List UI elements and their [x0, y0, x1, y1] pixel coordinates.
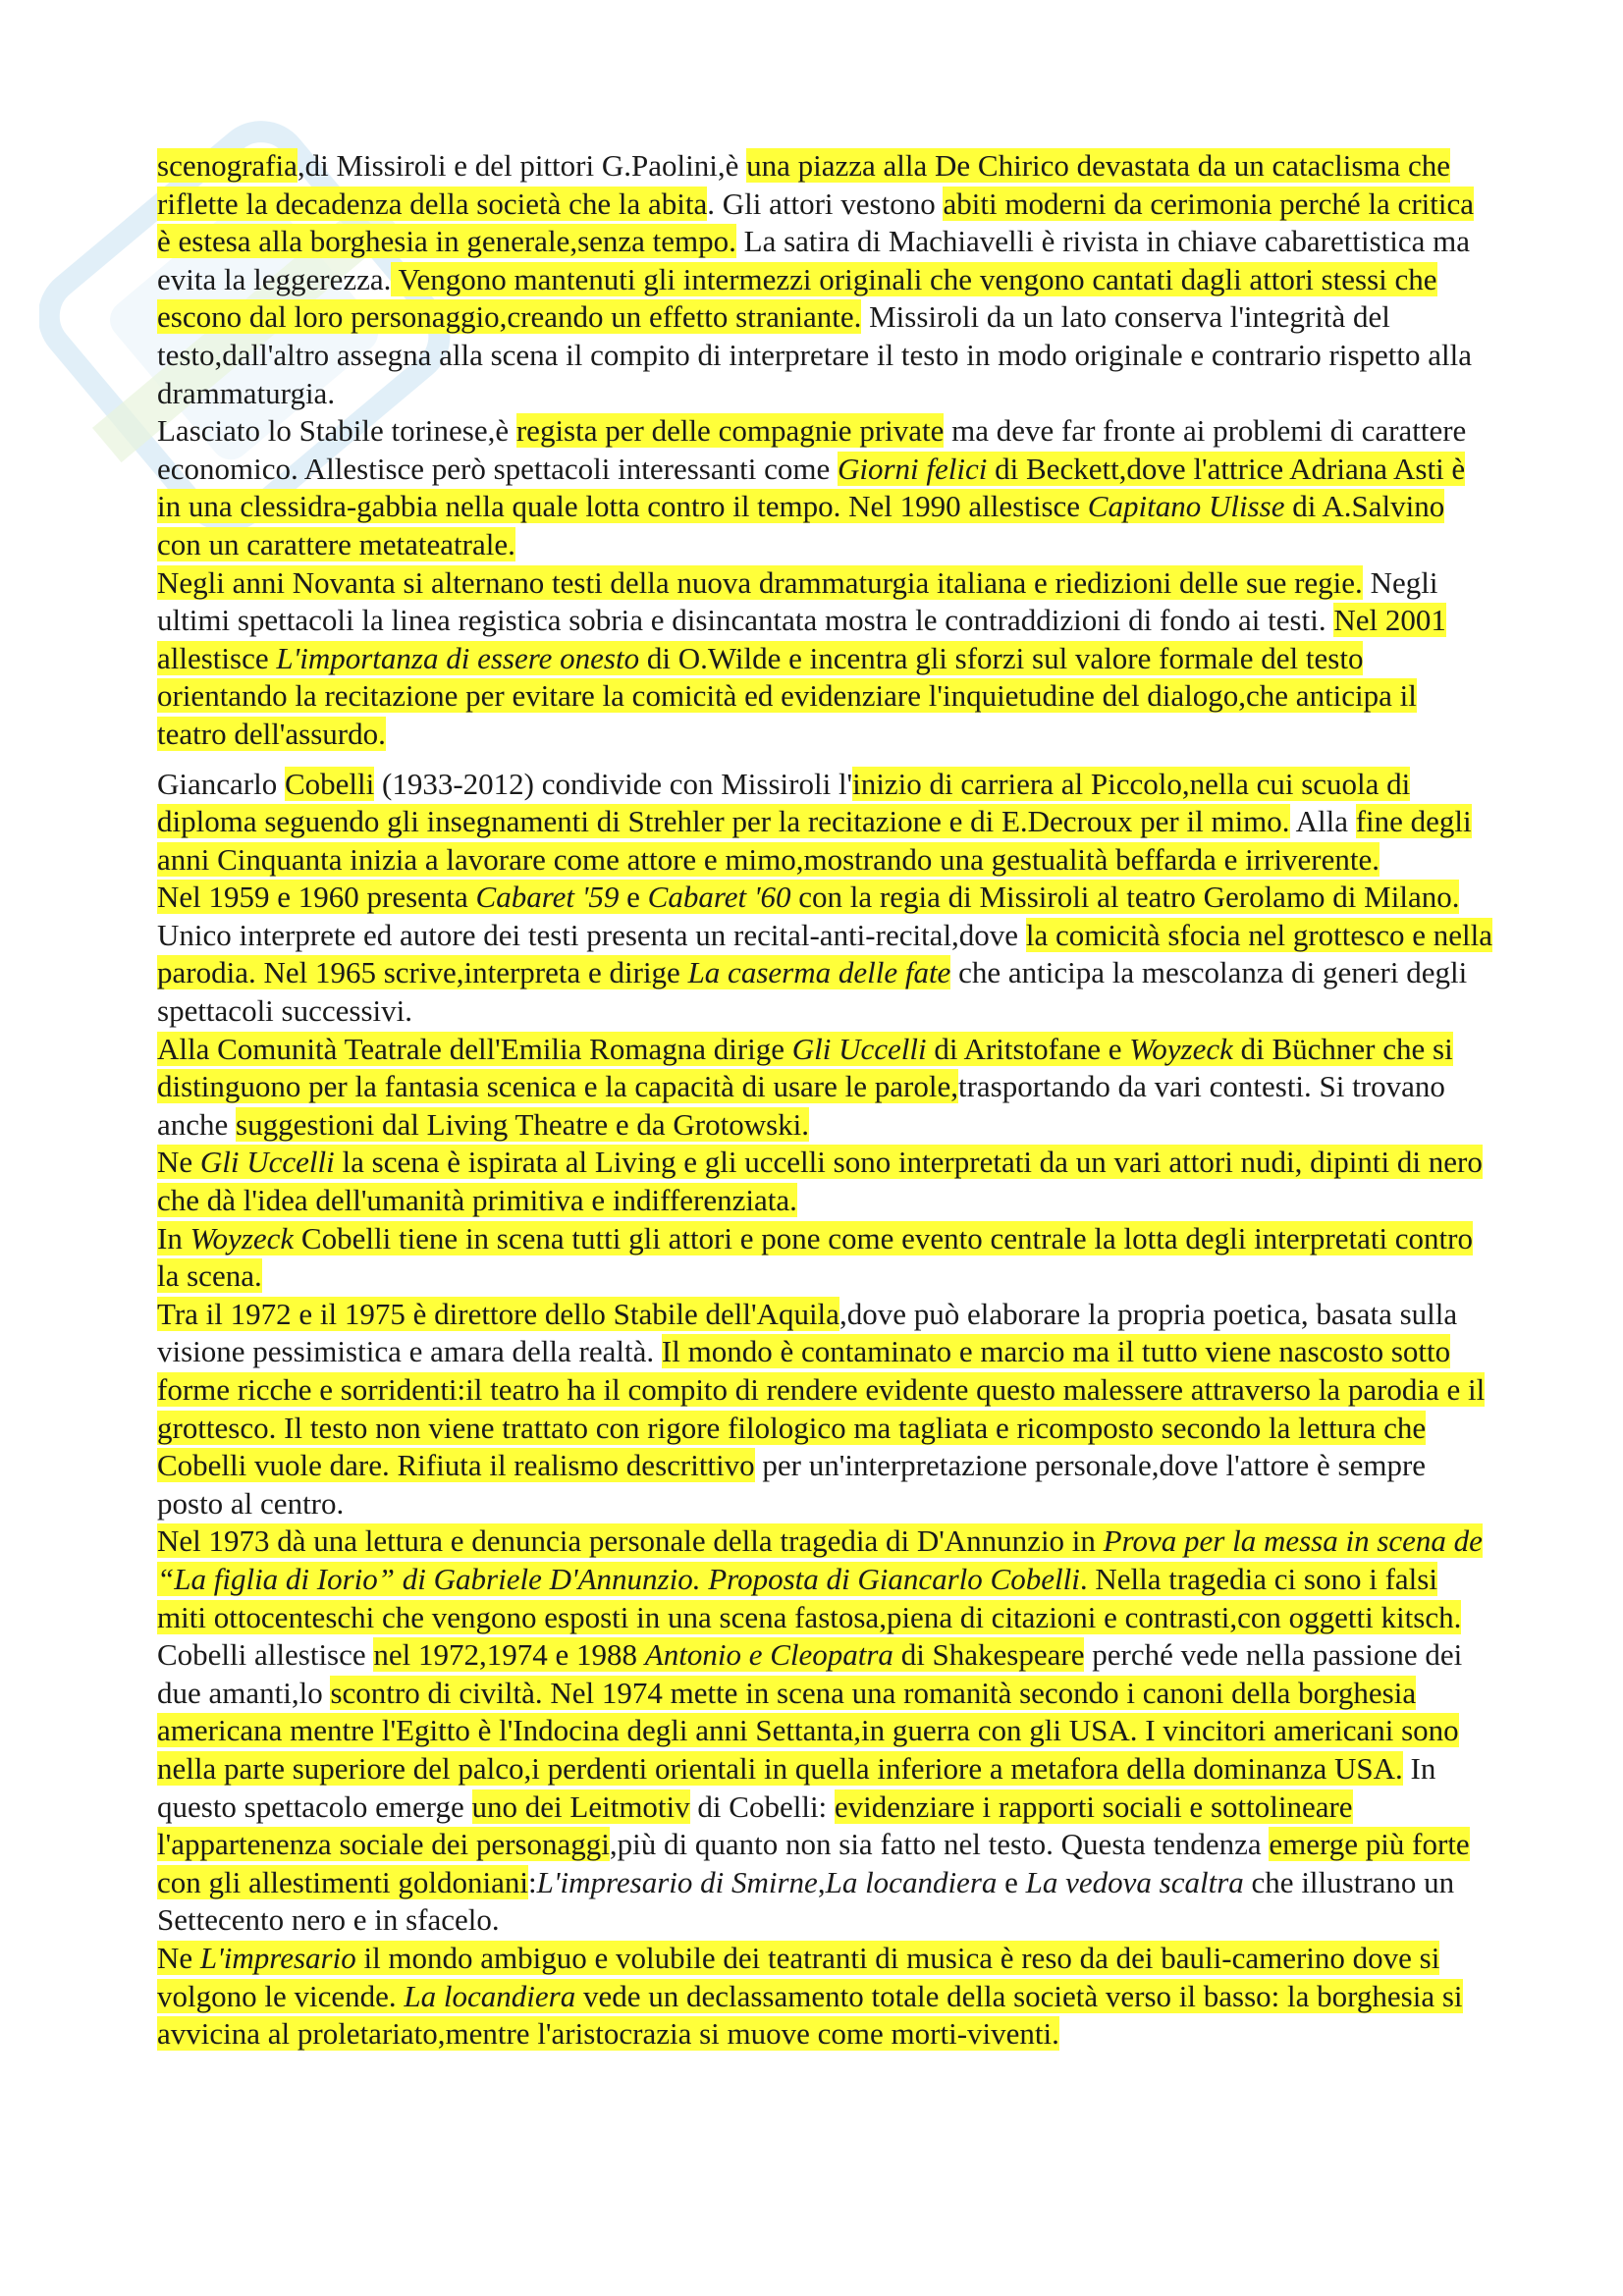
- highlighted-text: il mondo ambiguo e volubile dei teatranti di musica è reso da dei bauli-camerino dove si volgono le vicende.: [157, 1940, 1440, 2013]
- highlighted-text: vede un declassamento totale della società verso il basso: la borghesia si avvicina al proletariato,mentre l'aristocrazia si muove come morti-viventi.: [157, 1978, 1463, 2052]
- highlighted-text: L'impresario: [199, 1940, 356, 1975]
- highlighted-text: suggestioni dal Living Theatre e da Grotowski.: [236, 1106, 810, 1142]
- highlighted-text: uno dei Leitmotiv: [471, 1789, 690, 1824]
- highlighted-text: Prova per la messa in scena de “La figlia di Iorio” di Gabriele D'Annunzio. Proposta di Giancarlo Cobelli: [157, 1523, 1483, 1596]
- text-run: perché vede nella passione dei due amanti,lo: [157, 1637, 1463, 1710]
- document-body: [157, 147, 1492, 2054]
- paragraph: [157, 564, 1492, 754]
- highlighted-text: Tra il 1972 e il 1975 è direttore dello Stabile dell'Aquila: [157, 1296, 839, 1331]
- text-run: :: [527, 1864, 537, 1899]
- highlighted-text: Il mondo è contaminato e marcio ma il tutto viene nascosto sotto forme ricche e sorridenti:il teatro ha il compito di rendere evidente questo malessere attraverso la parodia e il grottesco. Il testo non viene trattato con rigore filologico ma tagliata e ricomposto secondo la lettura che Cobelli vuole dare. Rifiuta il realismo descrittivo: [157, 1334, 1486, 1483]
- text-run: e: [997, 1864, 1026, 1899]
- text-run: di Cobelli:: [689, 1789, 835, 1824]
- highlighted-text: Vengono mantenuti gli intermezzi originali che vengono cantati dagli attori stessi che escono dal loro personaggio,creando un effetto straniante.: [157, 261, 1437, 335]
- text-run: Unico interprete ed autore dei testi presenta un recital-anti-recital,dove: [157, 917, 1026, 952]
- highlighted-text: L'importanza di essere onesto: [276, 640, 640, 675]
- highlighted-text: inizio di carriera al Piccolo,nella cui scuola di diploma seguendo gli insegnamenti di Strehler per la recitazione e di E.Decroux per il mimo.: [157, 766, 1411, 839]
- highlighted-text: Alla Comunità Teatrale dell'Emilia Romagna dirige: [157, 1031, 792, 1066]
- text-run: ,dove può elaborare la propria poetica, basata sulla visione pessimistica e amara della realtà.: [157, 1296, 1458, 1369]
- text-run: che illustrano un Settecento nero e in sfacelo.: [157, 1864, 1455, 1938]
- highlighted-text: Gli Uccelli: [791, 1031, 927, 1066]
- highlighted-text: Negli anni Novanta si alternano testi della nuova drammaturgia italiana e riedizioni delle sue regie.: [157, 564, 1363, 600]
- highlighted-text: Cobelli: [284, 766, 375, 801]
- paragraph: [157, 1522, 1492, 1636]
- text-run: La satira di Machiavelli è rivista in chiave cabarettistica ma evita la leggerezza.: [157, 224, 1471, 296]
- text-run: per un'interpretazione personale,dove l'attore è sempre posto al centro.: [157, 1448, 1427, 1521]
- highlighted-text: Cabaret '60: [647, 880, 791, 915]
- text-run: Alla: [1289, 804, 1356, 839]
- highlighted-text: Nel 1959 e 1960 presenta: [157, 880, 476, 915]
- highlighted-text: Ne: [157, 1940, 200, 1975]
- highlighted-text: Woyzeck: [189, 1220, 295, 1255]
- text-run: . Gli attori vestono: [707, 186, 944, 221]
- paragraph: [157, 1636, 1492, 1940]
- paragraph: [157, 412, 1492, 563]
- highlighted-text: scontro di civiltà. Nel 1974 mette in scena una romanità secondo i canoni della borghesia americana mentre l'Egitto è l'Indocina degli anni Settanta,in guerra con gli USA. I vincitori americani sono nella parte superiore del palco,i perdenti orientali in quella inferiore a metafora della dominanza USA.: [157, 1675, 1459, 1786]
- text-run: ,più di quanto non sia fatto nel testo. Questa tendenza: [609, 1827, 1270, 1862]
- highlighted-text: . Nella tragedia ci sono i falsi miti ottocenteschi che vengono esposti in una scena fastosa,piena di citazioni e contrasti,con oggetti kitsch.: [157, 1561, 1462, 1634]
- paragraph: [157, 1144, 1492, 1219]
- highlighted-text: Cabaret '59: [475, 880, 620, 915]
- highlighted-text: la scena è ispirata al Living e gli uccelli sono interpretati da un vari attori nudi, dipinti di nero che dà l'idea dell'umanità primitiva e indifferenziata.: [157, 1145, 1483, 1218]
- highlighted-text: abiti moderni da cerimonia perché la critica è estesa alla borghesia in generale,senza tempo.: [157, 186, 1475, 259]
- highlighted-text: emerge più forte con gli allestimenti goldoniani: [157, 1827, 1470, 1899]
- text-run: Cobelli allestisce: [157, 1637, 374, 1673]
- paragraph: [157, 766, 1492, 880]
- highlighted-text: scenografia: [157, 148, 298, 183]
- highlighted-text: Cobelli tiene in scena tutti gli attori e pone come evento centrale la lotta degli interpretati contro la scena.: [157, 1220, 1473, 1294]
- highlighted-text: Nel 2001 allestisce: [157, 603, 1446, 675]
- highlighted-text: regista per delle compagnie private: [515, 413, 945, 449]
- highlighted-text: nel 1972,1974 e 1988: [373, 1637, 645, 1673]
- text-run: ma deve far fronte ai problemi di carattere economico. Allestisce però spettacoli interessanti come: [157, 413, 1467, 486]
- highlighted-text: In: [157, 1220, 190, 1255]
- highlighted-text: di Beckett,dove l'attrice Adriana Asti è in una clessidra-gabbia nella quale lotta contro il tempo. Nel 1990 allestisce: [157, 451, 1466, 524]
- highlighted-text: La locandiera: [404, 1978, 576, 2013]
- paragraph: [157, 879, 1492, 1030]
- highlighted-text: di A.Salvino con un carattere metateatrale.: [157, 489, 1445, 561]
- highlighted-text: di Shakespeare: [893, 1637, 1085, 1673]
- highlighted-text: e: [619, 880, 648, 915]
- text-run: (1933-2012) condivide con Missiroli l': [374, 766, 853, 801]
- highlighted-text: Giorni felici: [837, 451, 988, 486]
- paragraph: [157, 1031, 1492, 1145]
- highlighted-text: con la regia di Missiroli al teatro Gerolamo di Milano.: [790, 880, 1460, 915]
- text-run: Negli ultimi spettacoli la linea registica sobria e disincantata mostra le contraddizioni di fondo ai testi.: [157, 564, 1438, 638]
- text-run: ,: [817, 1864, 826, 1899]
- paragraph: [157, 1220, 1492, 1296]
- highlighted-text: evidenziare i rapporti sociali e sottolineare l'appartenenza sociale dei personaggi: [157, 1789, 1353, 1862]
- highlighted-text: Nel 1973 dà una lettura e denuncia personale della tragedia di D'Annunzio in: [157, 1523, 1104, 1559]
- text-run: trasportando da vari contesti. Si trovano anche: [157, 1069, 1445, 1142]
- text-run: La vedova scaltra: [1025, 1864, 1244, 1899]
- highlighted-text: di Büchner che si distinguono per la fantasia scenica e la capacità di usare le parole,: [157, 1031, 1453, 1104]
- highlighted-text: Gli Uccelli: [199, 1145, 335, 1180]
- text-run: In questo spettacolo emerge: [157, 1750, 1436, 1824]
- paragraph: [157, 1296, 1492, 1523]
- highlighted-text: Antonio e Cleopatra: [644, 1637, 893, 1673]
- text-run: ,di Missiroli e del pittori G.Paolini,è: [297, 148, 747, 183]
- text-run: che anticipa la mescolanza di generi degli spettacoli successivi.: [157, 955, 1468, 1029]
- highlighted-text: fine degli anni Cinquanta inizia a lavorare come attore e mimo,mostrando una gestualità beffarda e irriverente.: [157, 804, 1472, 877]
- highlighted-text: Ne: [157, 1145, 200, 1180]
- highlighted-text: di Aritstofane e: [926, 1031, 1130, 1066]
- highlighted-text: la comicità sfocia nel grottesco e nella parodia. Nel 1965 scrive,interpreta e dirige: [157, 917, 1492, 990]
- text-run: La locandiera: [825, 1864, 998, 1899]
- highlighted-text: di O.Wilde e incentra gli sforzi sul valore formale del testo orientando la recitazione per evitare la comicità ed evidenziare l'inquietudine del dialogo,che anticipa il teatro dell'assurdo.: [157, 640, 1417, 751]
- highlighted-text: Capitano Ulisse: [1087, 489, 1285, 524]
- highlighted-text: La caserma delle fate: [687, 955, 951, 990]
- text-run: Giancarlo: [157, 766, 285, 801]
- paragraph: [157, 147, 1492, 412]
- text-run: Lasciato lo Stabile torinese,è: [157, 413, 516, 449]
- highlighted-text: una piazza alla De Chirico devastata da un cataclisma che riflette la decadenza della società che la abita: [157, 148, 1451, 221]
- paragraph: [157, 1940, 1492, 2054]
- highlighted-text: Woyzeck: [1129, 1031, 1233, 1066]
- text-run: L'impresario di Smirne: [536, 1864, 818, 1899]
- text-run: Missiroli da un lato conserva l'integrità del testo,dall'altro assegna alla scena il compito di interpretare il testo in modo originale e contrario rispetto alla drammaturgia.: [157, 299, 1473, 410]
